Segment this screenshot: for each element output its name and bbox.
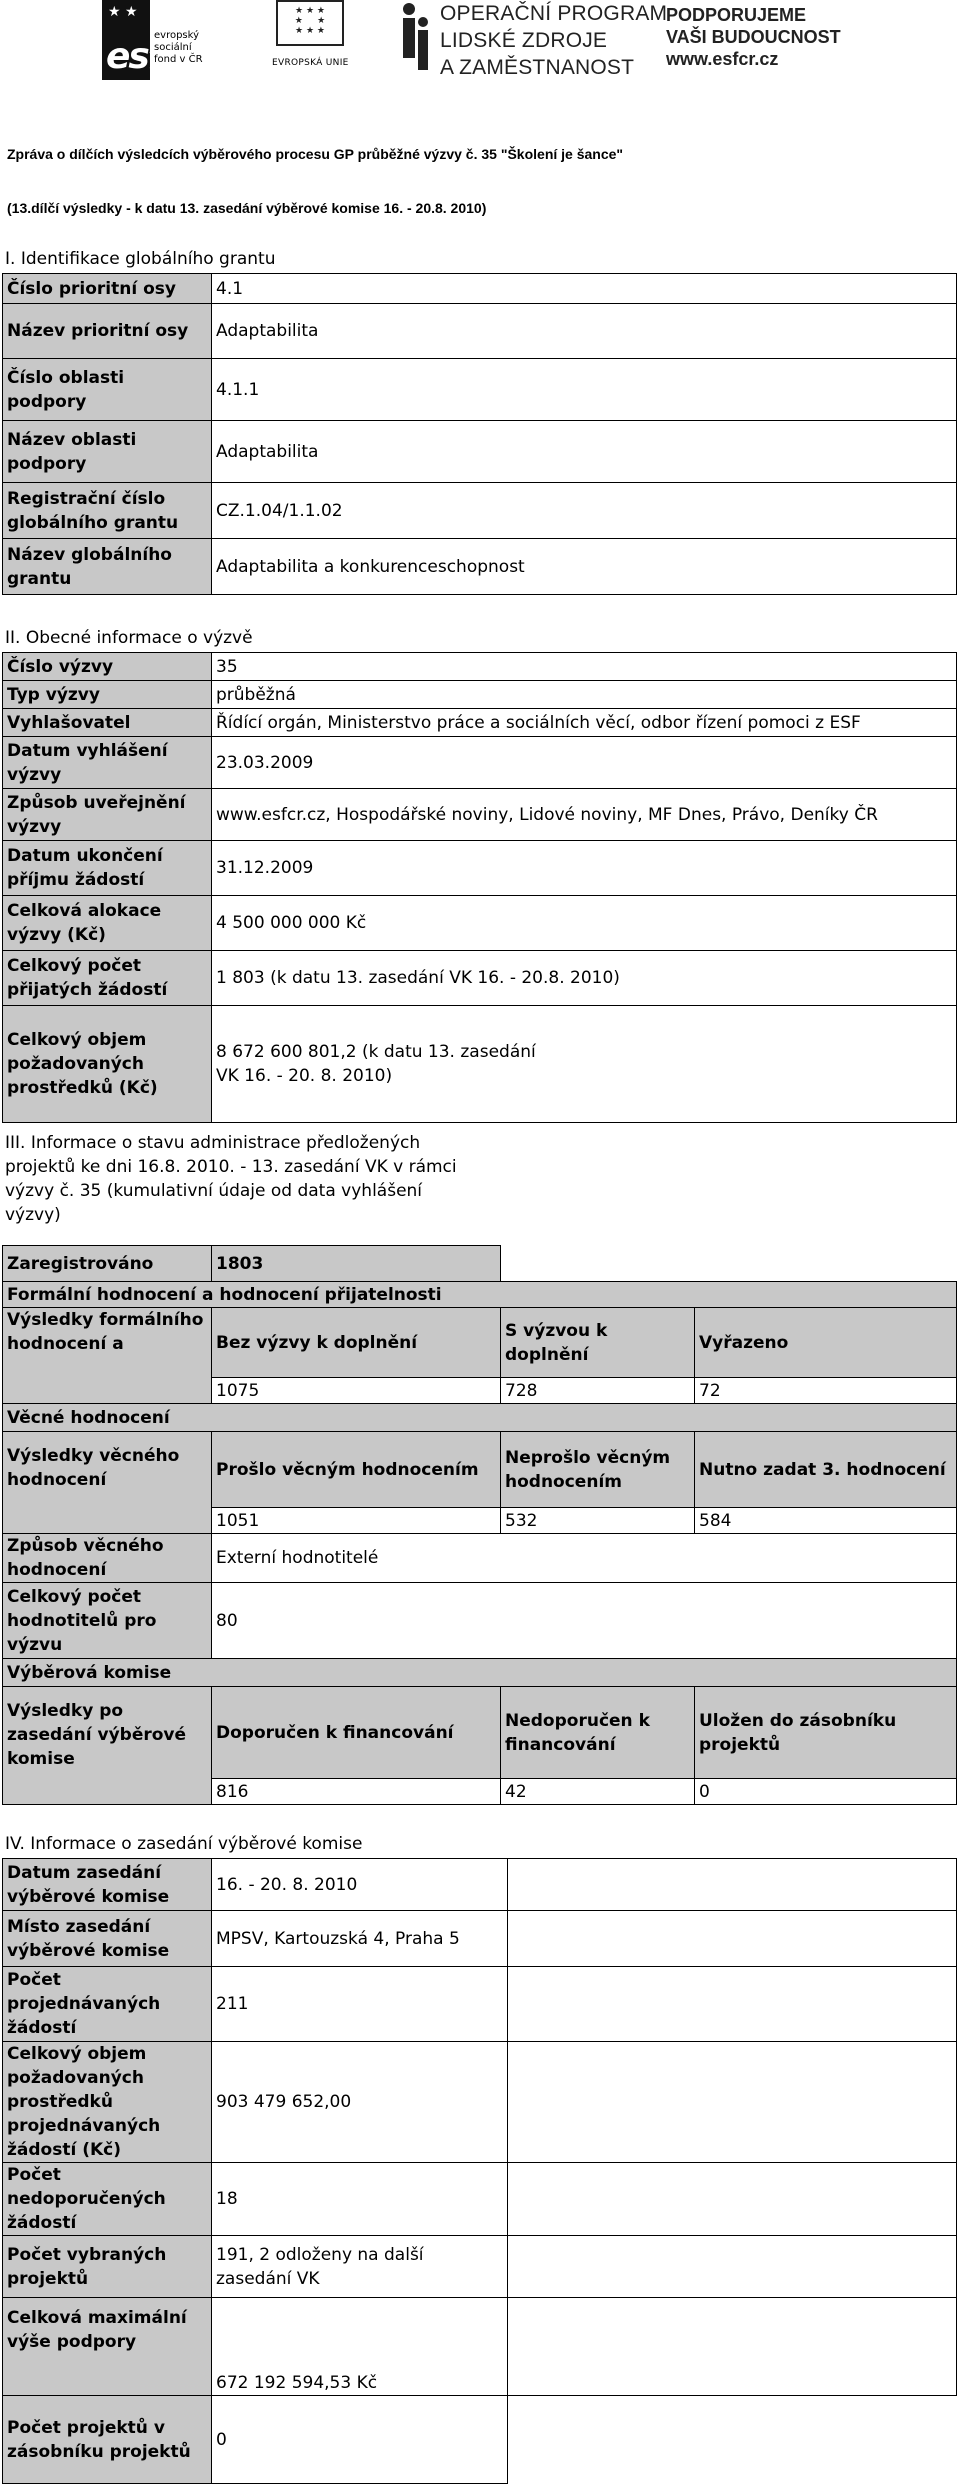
section-2-table bbox=[2, 652, 957, 1123]
table-row: Věcné hodnocení bbox=[3, 1404, 957, 1432]
table-row: 816 42 0 bbox=[3, 1779, 957, 1805]
table-row: Registrační číslo globálního grantu CZ.1.04/1.1.02 bbox=[3, 483, 957, 539]
table-row: Výsledky po zasedání výběrové komise Doporučen k financování Nedoporučen k financování Uložen do zásobníku projektů bbox=[3, 1687, 957, 1779]
table-row: Počet projektů v zásobníku projektů 0 bbox=[3, 2396, 957, 2484]
table-row: Celkový objem požadovaných prostředků projednávaných žádostí (Kč) 903 479 652,00 bbox=[3, 2042, 957, 2163]
section-2-heading: II. Obecné informace o výzvě bbox=[5, 628, 253, 648]
esf-mark bbox=[102, 0, 162, 80]
table-row: Datum ukončení příjmu žádostí 31.12.2009 bbox=[3, 841, 957, 896]
table-row: Celková maximální výše podpory 672 192 594,53 Kč bbox=[3, 2298, 957, 2396]
eu-flag-icon: ★ ★ ★ ★ ★ ★ ★ ★ bbox=[276, 0, 344, 46]
section-4-table bbox=[2, 1858, 957, 2484]
table-row: Počet projednávaných žádostí 211 bbox=[3, 1967, 957, 2042]
table-row: Typ výzvy průběžná bbox=[3, 681, 957, 709]
table-row: Datum vyhlášení výzvy 23.03.2009 bbox=[3, 737, 957, 789]
op-people-icon bbox=[400, 0, 430, 80]
section-4-heading: IV. Informace o zasedání výběrové komise bbox=[5, 1834, 363, 1854]
table-row: Počet nedoporučených žádostí 18 bbox=[3, 2163, 957, 2236]
table-row: Způsob uveřejnění výzvy www.esfcr.cz, Hospodářské noviny, Lidové noviny, MF Dnes, Právo, Deníky ČR bbox=[3, 789, 957, 841]
table-row: Název oblasti podpory Adaptabilita bbox=[3, 421, 957, 483]
table-row: 1075 728 72 bbox=[3, 1378, 957, 1404]
table-row: Název prioritní osy Adaptabilita bbox=[3, 304, 957, 359]
esf-logo-text: esf bbox=[106, 36, 162, 77]
support-text: PODPORUJEME VAŠI BUDOUCNOST www.esfcr.cz bbox=[666, 5, 841, 69]
header-logos bbox=[100, 0, 860, 82]
op-program-text: OPERAČNÍ PROGRAM LIDSKÉ ZDROJE A ZAMĚSTNANOST bbox=[440, 2, 668, 79]
table-row: Číslo oblasti podpory 4.1.1 bbox=[3, 359, 957, 421]
table-row: 1051 532 584 bbox=[3, 1508, 957, 1534]
table-row: Název globálního grantu Adaptabilita a konkurenceschopnost bbox=[3, 539, 957, 595]
table-row: Celkový počet přijatých žádostí 1 803 (k datu 13. zasedání VK 16. - 20.8. 2010) bbox=[3, 951, 957, 1006]
table-row: Výběrová komise bbox=[3, 1659, 957, 1687]
report-title: Zpráva o dílčích výsledcích výběrového procesu GP průběžné výzvy č. 35 "Školení je šance" bbox=[7, 146, 624, 162]
eu-caption: EVROPSKÁ UNIE bbox=[272, 58, 349, 68]
section-3-heading: III. Informace o stavu administrace předložených projektů ke dni 16.8. 2010. - 13. zasedání VK v rámci výzvy č. 35 (kumulativní údaje od data vyhlášení výzvy) bbox=[5, 1133, 457, 1225]
table-row: Celková alokace výzvy (Kč) 4 500 000 000 Kč bbox=[3, 896, 957, 951]
table-row: Číslo prioritní osy 4.1 bbox=[3, 274, 957, 304]
esf-logo bbox=[100, 0, 208, 80]
section-3-table bbox=[2, 1245, 957, 1805]
table-row: Místo zasedání výběrové komise MPSV, Kartouzská 4, Praha 5 bbox=[3, 1911, 957, 1967]
section-1-heading: I. Identifikace globálního grantu bbox=[5, 249, 276, 269]
table-row: Zaregistrováno 1803 bbox=[3, 1246, 957, 1282]
table-row: Celkový objem požadovaných prostředků (Kč) 8 672 600 801,2 (k datu 13. zasedání VK 16. - 20. 8. 2010) bbox=[3, 1006, 957, 1123]
report-subtitle: (13.dílčí výsledky - k datu 13. zasedání výběrové komise 16. - 20.8. 2010) bbox=[7, 200, 487, 216]
table-row: Formální hodnocení a hodnocení přijatelnosti bbox=[3, 1282, 957, 1308]
table-row: Způsob věcného hodnocení Externí hodnotitelé bbox=[3, 1534, 957, 1583]
table-row: Počet vybraných projektů 191, 2 odloženy na další zasedání VK bbox=[3, 2236, 957, 2298]
star-icon: ★ ★ bbox=[108, 4, 138, 20]
table-row: Datum zasedání výběrové komise 16. - 20. 8. 2010 bbox=[3, 1859, 957, 1911]
table-row: Celkový počet hodnotitelů pro výzvu 80 bbox=[3, 1583, 957, 1659]
section-1-table bbox=[2, 273, 957, 595]
table-row: Vyhlašovatel Řídící orgán, Ministerstvo práce a sociálních věcí, odbor řízení pomoci z ESF bbox=[3, 709, 957, 737]
table-row: Číslo výzvy 35 bbox=[3, 653, 957, 681]
esf-caption: evropský sociální fond v ČR bbox=[154, 30, 203, 65]
table-row: Výsledky formálního hodnocení a Bez výzvy k doplnění S výzvou k doplnění Vyřazeno bbox=[3, 1308, 957, 1378]
table-row: Výsledky věcného hodnocení Prošlo věcným hodnocením Neprošlo věcným hodnocením Nutno zadat 3. hodnocení bbox=[3, 1432, 957, 1508]
